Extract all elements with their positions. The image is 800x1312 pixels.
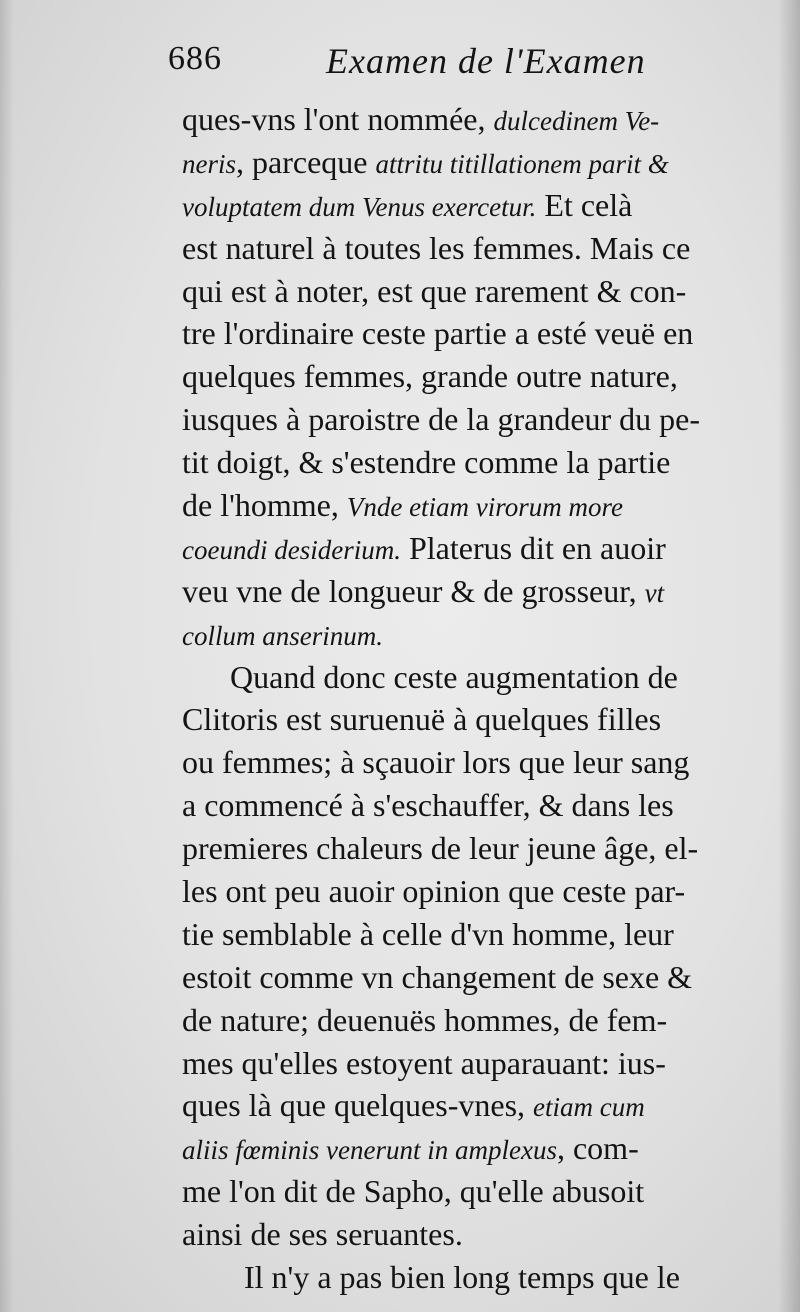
text-line [182,1256,762,1299]
french-text: tie semblable à celle d'vn homme, leur [182,915,674,952]
page-header [168,40,728,96]
latin-italic-text: vt [644,577,665,608]
text-line [182,184,762,227]
french-text: ques-vns l'ont nommée, [182,101,494,137]
text-line [182,355,762,398]
text-line [182,441,762,484]
text-line [182,827,762,870]
text-line [182,1213,762,1256]
text-line [182,141,762,184]
french-text: estoit comme vn changement de sexe & [182,958,693,995]
text-line [182,698,762,741]
latin-italic-text: dulcedinem Ve- [493,106,660,136]
text-line [182,527,762,570]
french-text: ainsi de ses seruantes. [182,1216,463,1253]
text-line [182,484,762,527]
text-line [182,1084,762,1127]
text-line [182,656,762,699]
text-line [182,98,762,141]
text-line [182,270,762,313]
text-line [182,613,762,656]
text-line [182,1170,762,1213]
french-text: de l'homme, [182,487,347,524]
french-text: qui est à noter, est que rarement & con- [182,272,687,309]
text-line [182,956,762,999]
french-text: quelques femmes, grande outre nature, [182,358,678,395]
text-line [182,1042,762,1085]
text-line [182,570,762,613]
french-text: a commencé à s'eschauffer, & dans les [182,787,674,824]
text-line [182,227,762,270]
french-text: Et celà [536,186,633,223]
running-head: Examen de l'Examen [326,41,646,81]
latin-italic-text: voluptatem dum Venus exercetur. [182,191,537,222]
text-line [182,870,762,913]
latin-italic-text: etiam cum [533,1092,645,1123]
french-text: ou femmes; à sçauoir lors que leur sang [182,744,690,781]
french-text: Quand donc ceste augmentation de [230,658,678,695]
text-line [182,741,762,784]
french-text: mes qu'elles estoyent auparauant: ius- [182,1044,666,1081]
latin-italic-text: attritu titillationem parit & [375,148,669,179]
french-text: Platerus dit en auoir [400,529,666,566]
latin-italic-text: coeundi desiderium. [182,534,401,565]
text-line [182,784,762,827]
text-line [182,1127,762,1170]
latin-italic-text: aliis fœminis venerunt in amplexus [182,1135,557,1166]
french-text: tre l'ordinaire ceste partie a esté veuë en [182,315,694,352]
french-text: veu vne de longueur & de grosseur, [182,572,645,609]
text-line [182,312,762,355]
text-line [182,913,762,956]
french-text: de nature; deuenuës hommes, de fem- [182,1001,668,1038]
french-text: , parceque [236,143,376,180]
latin-italic-text: neris [182,148,236,179]
french-text: est naturel à toutes les femmes. Mais ce [182,229,691,266]
french-text: Il n'y a pas bien long temps que le [244,1259,680,1296]
french-text: tit doigt, & s'estendre comme la partie [182,444,671,481]
body-text [182,98,762,1299]
latin-italic-text: collum anserinum. [182,620,383,651]
french-text: iusques à paroistre de la grandeur du pe- [182,401,701,438]
text-line [182,398,762,441]
french-text: , com- [556,1130,639,1167]
french-text: me l'on dit de Sapho, qu'elle abusoit [182,1173,645,1210]
latin-italic-text: Vnde etiam virorum more [346,492,624,523]
page-shadow-right [778,0,800,1312]
page-number: 686 [168,40,222,77]
french-text: Clitoris est suruenuë à quelques filles [182,701,662,738]
french-text: les ont peu auoir opinion que ceste par- [182,873,686,910]
text-line [182,999,762,1042]
page-shadow-left [0,0,14,1312]
french-text: premieres chaleurs de leur jeune âge, el- [182,830,699,867]
french-text: ques là que quelques-vnes, [182,1087,534,1124]
